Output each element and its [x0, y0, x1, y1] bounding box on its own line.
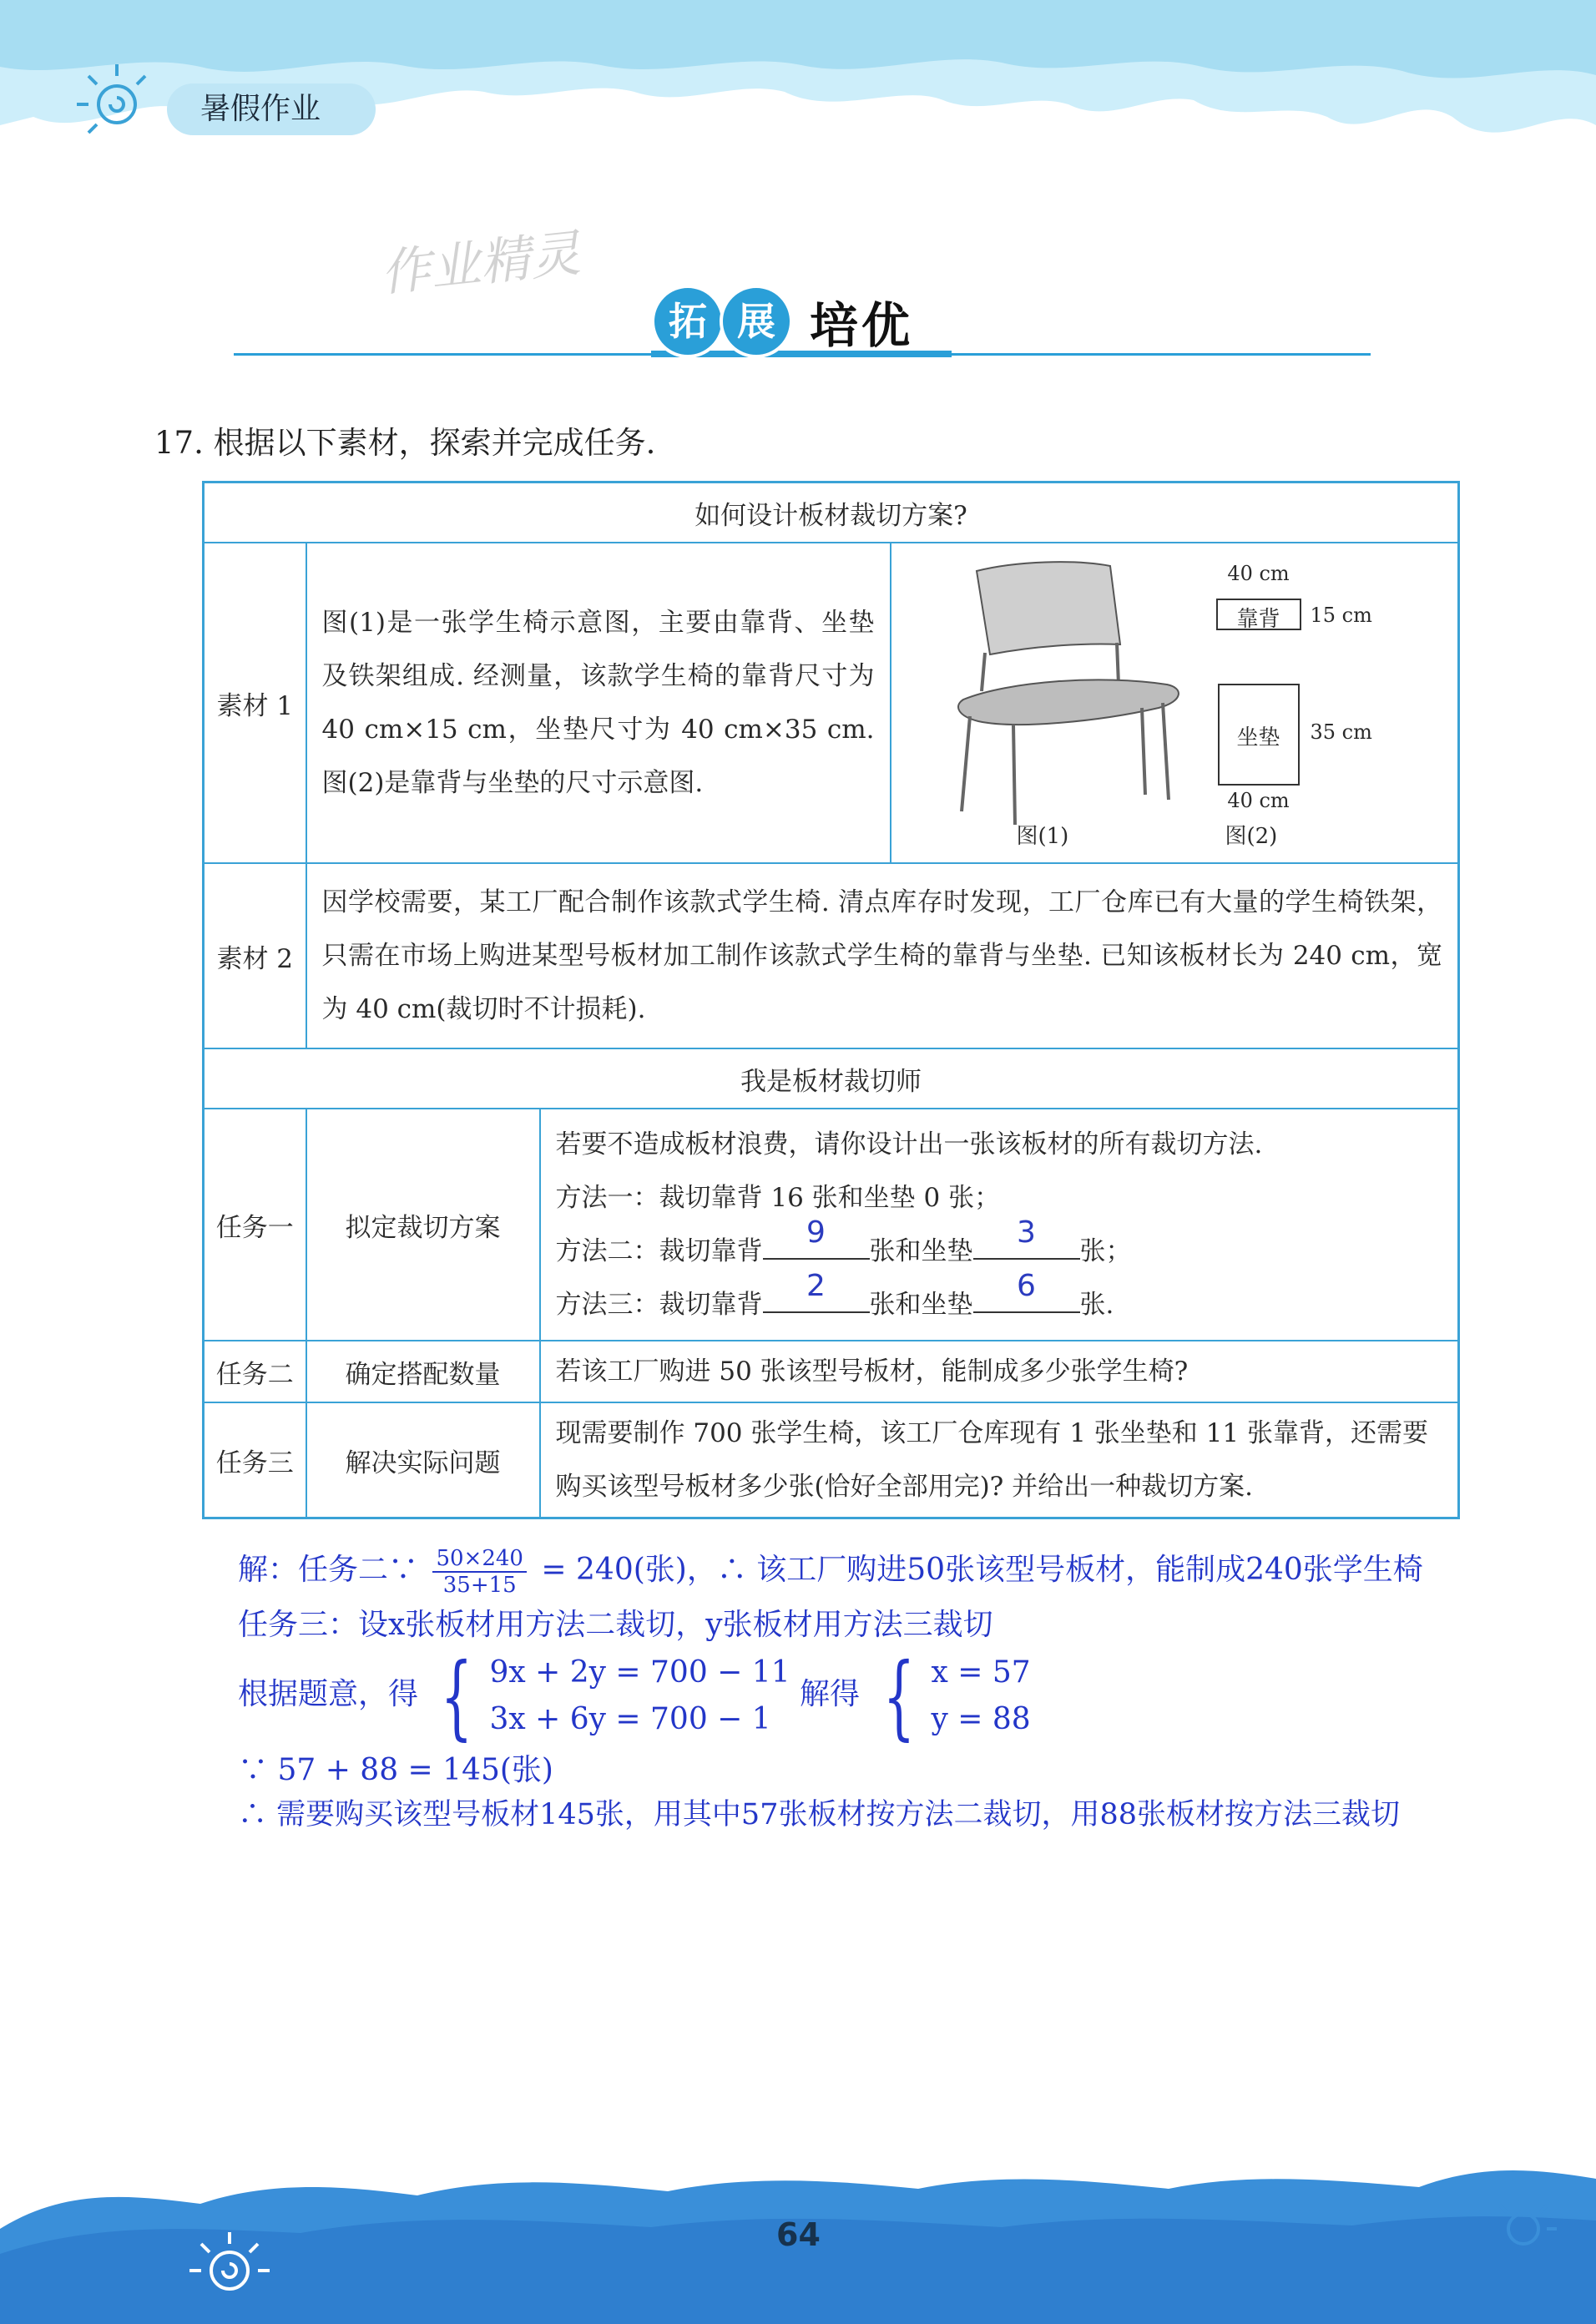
- answer-line3-prefix: 根据题意，得: [238, 1677, 419, 1711]
- fig2-seat-height: 35 cm: [1310, 720, 1372, 744]
- question-text: 17. 根据以下素材，探索并完成任务.: [154, 425, 656, 461]
- solution-system: [870, 1643, 1031, 1750]
- method3-end: 张.: [1079, 1290, 1114, 1320]
- page-number: 64: [776, 2216, 821, 2253]
- method3-seat-blank: [973, 1269, 1080, 1313]
- task1-method1: 方法一：裁切靠背 16 张和坐垫 0 张；: [555, 1183, 1001, 1213]
- method2-prefix: 方法二：裁切靠背: [555, 1236, 763, 1266]
- fig1-caption: 图(1): [1016, 824, 1069, 849]
- method3-mid: 张和坐垫: [869, 1290, 973, 1320]
- fig2-back-label: 靠背: [1236, 607, 1280, 632]
- left-brace-icon: {: [441, 1643, 473, 1750]
- equation-system: [427, 1643, 790, 1750]
- method3-seat-answer: 6: [1017, 1269, 1036, 1303]
- answer-line2: 任务三：设x张板材用方法二裁切，y张板材用方法三裁切: [238, 1608, 993, 1642]
- section-heading: [651, 284, 913, 359]
- method3-back-answer: 2: [806, 1269, 826, 1303]
- header-label: 暑假作业: [167, 83, 376, 135]
- task3-text: 现需要制作 700 张学生椅，该工厂仓库现有 1 张坐垫和 11 张靠背，还需要购买该型号板材多少张(恰好全部用完)? 并给出一种裁切方案.: [540, 1402, 1459, 1518]
- equation-1: 9x + 2y = 700 − 11: [489, 1655, 790, 1690]
- method2-seat-answer: 3: [1017, 1215, 1036, 1250]
- fig2-back-height: 15 cm: [1310, 604, 1372, 627]
- fig2-seat-width: 40 cm: [1227, 789, 1290, 812]
- material1-text: 图(1)是一张学生椅示意图，主要由靠背、坐垫及铁架组成. 经测量，该款学生椅的靠背尺寸为 40 cm×15 cm，坐垫尺寸为 40 cm×35 cm. 图(2)是靠背与坐垫的尺寸示意图.: [306, 543, 891, 863]
- fraction-numerator: 50×240: [432, 1546, 527, 1573]
- section-circle-char: 拓: [651, 285, 725, 358]
- material2-label: 素材 2: [204, 863, 306, 1048]
- fig2-caption: 图(2): [1225, 824, 1278, 849]
- answer-line1-prefix: 解：任务二∵: [238, 1553, 419, 1587]
- task1-method3: [555, 1269, 1443, 1331]
- task1-label: 任务一: [204, 1109, 306, 1341]
- answer-line4: ∵ 57 + 88 = 145(张): [238, 1753, 553, 1787]
- fig2-back-width: 40 cm: [1227, 562, 1290, 585]
- task1-intro: 若要不造成板材浪费，请你设计出一张该板材的所有裁切方法.: [555, 1129, 1263, 1159]
- chair-figure: [891, 544, 1457, 861]
- task1-content: [540, 1109, 1459, 1341]
- task1-name: 拟定裁切方案: [306, 1109, 540, 1341]
- watermark: 作业精灵: [377, 224, 583, 304]
- table-title: 如何设计板材裁切方案?: [204, 482, 1459, 543]
- section-circle-char: 展: [720, 285, 793, 358]
- fraction-denominator: 35+15: [442, 1573, 517, 1598]
- answer-fraction: [432, 1546, 527, 1598]
- task-table: [202, 481, 1460, 1519]
- figure-cell: [891, 543, 1459, 863]
- equation-2: 3x + 6y = 700 − 1: [489, 1702, 771, 1736]
- task2-text: 若该工厂购进 50 张该型号板材，能制成多少张学生椅?: [540, 1341, 1459, 1402]
- method2-end: 张；: [1079, 1236, 1132, 1266]
- section-title: 培优: [810, 297, 914, 354]
- solution-2: y = 88: [931, 1702, 1031, 1736]
- method3-prefix: 方法三：裁切靠背: [555, 1290, 763, 1320]
- method3-back-blank: [763, 1269, 870, 1313]
- task3-label: 任务三: [204, 1402, 306, 1518]
- method2-back-blank: [763, 1215, 870, 1260]
- answer-line1-suffix: = 240(张)，∴ 该工厂购进50张该型号板材，能制成240张学生椅: [541, 1553, 1423, 1587]
- task2-name: 确定搭配数量: [306, 1341, 540, 1402]
- answer-line5: ∴ 需要购买该型号板材145张，用其中57张板材按方法二裁切，用88张板材按方法三裁切: [238, 1798, 1401, 1831]
- fig2-seat-label: 坐垫: [1236, 725, 1280, 750]
- table-subtitle: 我是板材裁切师: [204, 1048, 1459, 1109]
- method2-back-answer: 9: [806, 1215, 826, 1250]
- answer-line1: [238, 1546, 1423, 1598]
- answer-line3: [238, 1643, 1031, 1750]
- solve-label: 解得: [800, 1677, 861, 1711]
- left-brace-icon: {: [882, 1643, 915, 1750]
- material2-text: 因学校需要，某工厂配合制作该款式学生椅. 清点库存时发现，工厂仓库已有大量的学生椅铁架，只需在市场上购进某型号板材加工制作该款式学生椅的靠背与坐垫. 已知该板材长为 240 cm，宽为 40 cm(裁切时不计损耗).: [306, 863, 1459, 1048]
- method2-mid: 张和坐垫: [869, 1236, 973, 1266]
- task3-name: 解决实际问题: [306, 1402, 540, 1518]
- material1-label: 素材 1: [204, 543, 306, 863]
- solution-1: x = 57: [931, 1655, 1031, 1690]
- method2-seat-blank: [973, 1215, 1080, 1260]
- task2-label: 任务二: [204, 1341, 306, 1402]
